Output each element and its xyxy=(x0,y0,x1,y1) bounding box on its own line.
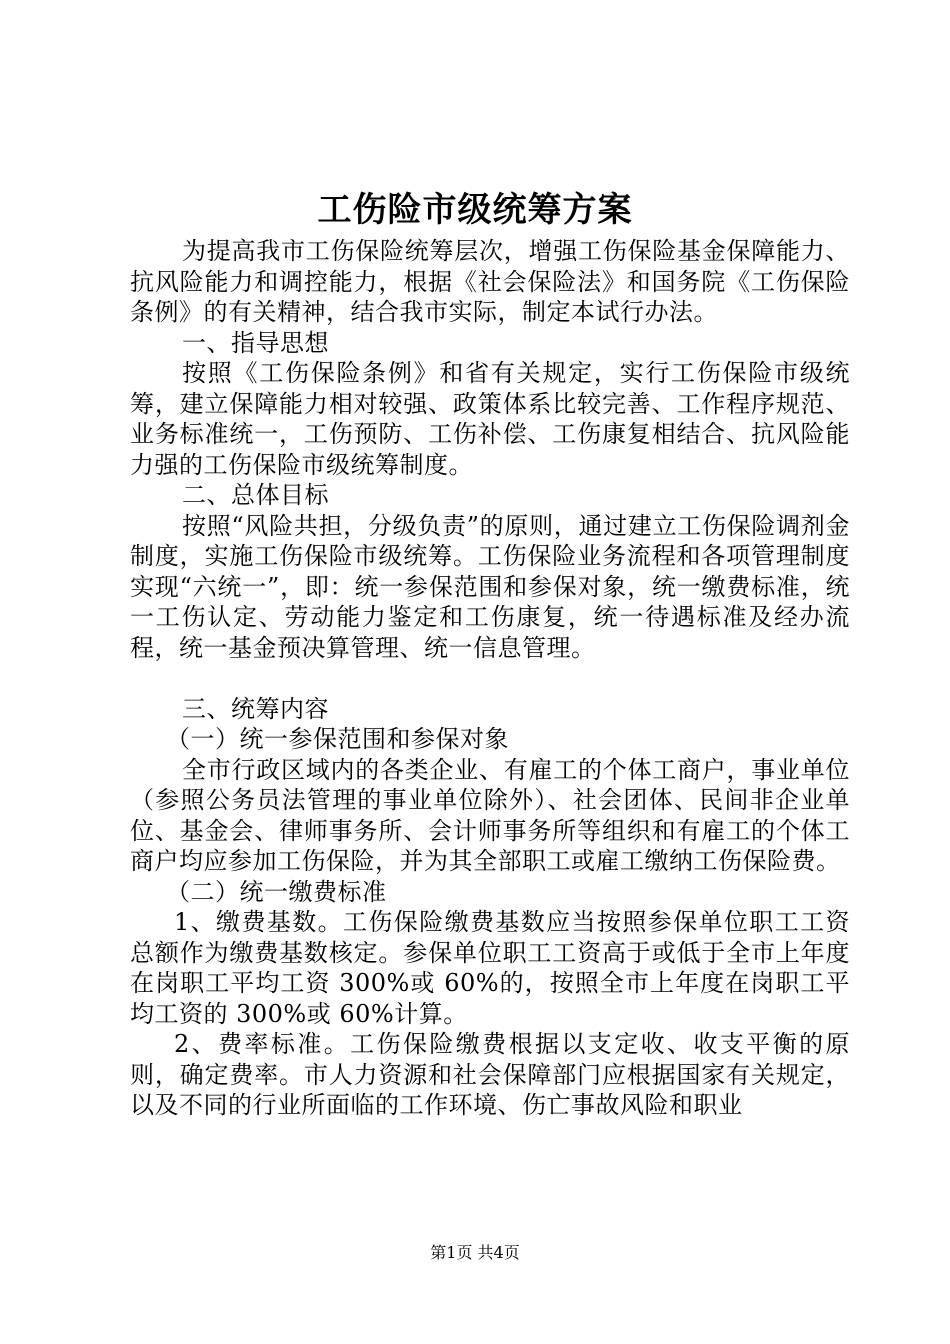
section3-heading: 三、统筹内容 xyxy=(182,694,329,723)
section2-paragraph: 按照“风险共担，分级负责”的原则，通过建立工伤保险调剂金制度，实施工伤保险市级统筹。工伤保险业务流程和各项管理制度实现“六统一”，即：统一参保范围和参保对象，统一缴费标准，统一工伤认定、劳动能力鉴定和工伤康复，统一待遇标准及经办流程，统一基金预决算管理、统一信息管理。 xyxy=(130,511,850,662)
document-body xyxy=(130,236,850,1121)
document-title: 工伤险市级统筹方案 xyxy=(317,190,633,230)
section2-heading: 二、总体目标 xyxy=(182,481,329,509)
subsection2-heading: （二）统一缴费标准 xyxy=(166,877,387,906)
paragraph-spacer xyxy=(130,663,850,694)
section1-paragraph: 按照《工伤保险条例》和省有关规定，实行工伤保险市级统筹，建立保障能力相对较强、政策体系比较完善、工作程序规范、业务标准统一，工伤预防、工伤补偿、工伤康复相结合、抗风险能力强的工伤保险市级统筹制度。 xyxy=(130,359,850,479)
page-footer: 第1页 共4页 xyxy=(430,1243,520,1262)
subsection1-paragraph: 全市行政区域内的各类企业、有雇工的个体工商户，事业单位（参照公务员法管理的事业单位除外）、社会团体、民间非企业单位、基金会、律师事务所、会计师事务所等组织和有雇工的个体工商户均应参加工伤保险，并为其全部职工或雇工缴纳工伤保险费。 xyxy=(130,755,850,875)
item2-paragraph: 2、费率标准。工伤保险缴费根据以支定收、收支平衡的原则，确定费率。市人力资源和社会保障部门应根据国家有关规定，以及不同的行业所面临的工作环境、伤亡事故风险和职业 xyxy=(130,1030,850,1119)
subsection1-heading: （一）统一参保范围和参保对象 xyxy=(166,725,509,753)
intro-paragraph: 为提高我市工伤保险统筹层次，增强工伤保险基金保障能力、抗风险能力和调控能力，根据《社会保险法》和国务院《工伤保险条例》的有关精神，结合我市实际，制定本试行办法。 xyxy=(130,237,850,326)
item1-paragraph: 1、缴费基数。工伤保险缴费基数应当按照参保单位职工工资总额作为缴费基数核定。参保单位职工工资高于或低于全市上年度在岗职工平均工资 300%或 60%的，按照全市上年度在岗职工平均工资的 300%或 60%计算。 xyxy=(130,908,850,1028)
section1-heading: 一、指导思想 xyxy=(182,328,329,357)
